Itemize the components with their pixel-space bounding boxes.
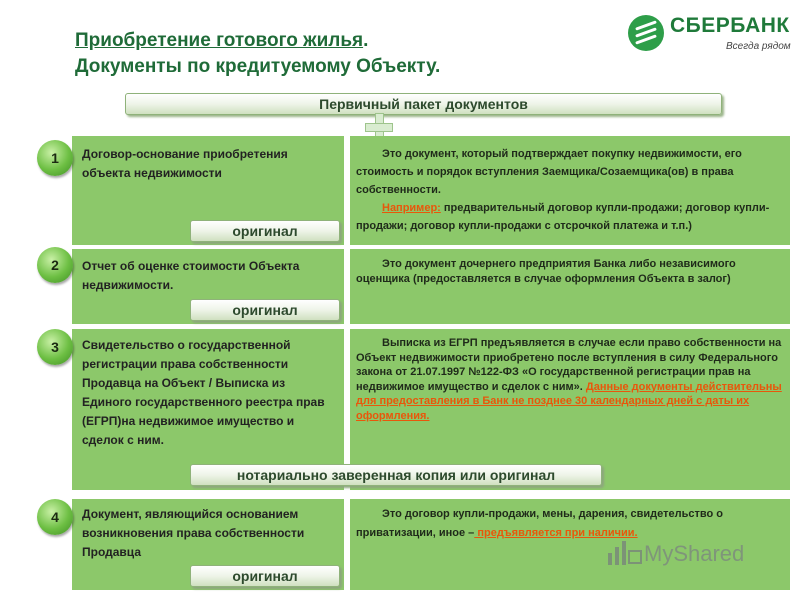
page-subtitle: Документы по кредитуемому Объекту. [75,56,441,77]
myshared-watermark [604,541,764,569]
sberbank-logo-icon [628,15,664,51]
item-1-example-link[interactable]: Например: [382,202,441,214]
item-3-validity-link[interactable]: Данные документы действительны для предоставления в Банк не позднее 30 календарных дней с даты их оформления. [356,380,782,422]
title-dot: . [363,30,369,51]
item-2-original-tag: оригинал [190,299,340,321]
item-3-copy-tag: нотариально заверенная копия или оригинал [190,464,602,486]
item-4-original-tag: оригинал [190,565,340,587]
title-link[interactable]: Приобретение готового жилья [75,30,364,51]
item-1-original-tag: оригинал [190,220,340,242]
item-1-description [356,145,784,235]
item-3-description-text: Выписка из ЕГРП предъявляется в случае если право собственности на Объект недвижимости приобретено после вступления в силу Федерального закона от 21.07.1997 №122-ФЗ «О государственной регистрации прав на недвижимое имущество и сделок с ним». [356,337,782,393]
item-3-description [356,336,784,423]
item-2-number-badge: 2 [37,247,73,283]
logo-name: СБЕРБАНК [670,14,790,37]
item-2-description-text: Это документ дочернего предприятия Банка либо независимого оценщика (предоставляется в случае оформления Объекта в залог) [356,258,736,285]
item-4-description [356,505,784,543]
page-title [75,28,440,80]
item-4-presence-link[interactable]: предъявляется при наличии. [474,527,638,539]
item-4-document-name: Документ, являющийся основанием возникновения права собственности Продавца [82,507,305,559]
item-4-description-text: Это договор купли-продажи, мены, дарения, свидетельство о приватизации, иное – [356,508,723,539]
item-2-description [356,257,784,286]
item-2-document-name: Отчет об оценке стоимости Объекта недвижимости. [82,259,300,292]
primary-package-banner: Первичный пакет документов [125,93,722,115]
logo-slogan: Всегда рядом [726,41,791,52]
item-1-description-text: Это документ, который подтверждает покупку недвижимости, его стоимость и порядок вступления Заемщика/Созаемщика(ов) в права собственности. [356,148,742,196]
item-1-example-text: предварительный договор купли-продажи; договор купли-продажи; договор купли-продажи с отсрочкой платежа и т.п.) [356,202,770,232]
item-4-number-badge: 4 [37,499,73,535]
item-1-document-name: Договор-основание приобретения объекта недвижимости [82,147,288,180]
item-3-document-name: Свидетельство о государственной регистрации права собственности Продавца на Объект / Выписка из Единого государственного реестра прав (ЕГРП)на недвижимое имущество и сделок с ним. [82,338,325,447]
watermark-text: MyShared [644,541,745,566]
item-1-number-badge: 1 [37,140,73,176]
bar-chart-icon [604,541,638,567]
item-3-number-badge: 3 [37,329,73,365]
sberbank-logo [628,12,793,60]
